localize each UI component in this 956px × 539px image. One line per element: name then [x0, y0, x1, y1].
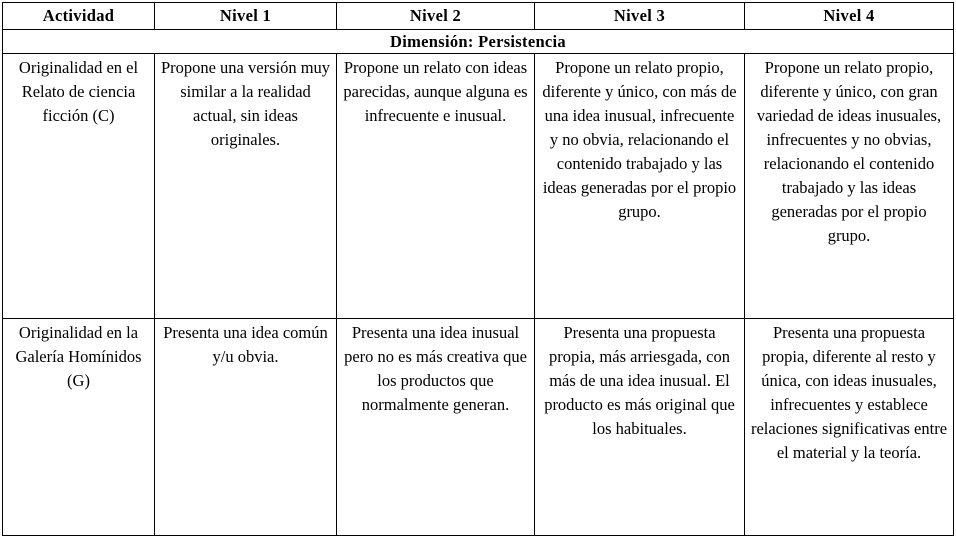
header-activity: Actividad: [3, 3, 155, 30]
dimension-title: Dimensión: Persistencia: [3, 30, 954, 54]
level-cell: [337, 54, 535, 319]
header-level-3: Nivel 3: [535, 3, 745, 30]
level-cell: [535, 54, 745, 319]
level-text: Propone un relato con ideas parecidas, aunque alguna es infrecuente e inusual.: [343, 58, 528, 125]
level-cell: [535, 319, 745, 536]
header-level-2: Nivel 2: [337, 3, 535, 30]
header-level-4: Nivel 4: [745, 3, 954, 30]
level-text: Propone un relato propio, diferente y único, con más de una idea inusual, infrecuente y no obvia, relacionando el contenido trabajado y las ideas generadas por el propio grupo.: [542, 58, 737, 221]
table-row: [3, 54, 954, 319]
level-text: Propone una versión muy similar a la realidad actual, sin ideas originales.: [160, 58, 331, 149]
level-cell: [155, 54, 337, 319]
level-text: Presenta una propuesta propia, más arriesgada, con más de una idea inusual. El producto es más original que los habituales.: [544, 323, 735, 438]
row-activity: [3, 319, 155, 536]
level-cell: [745, 54, 954, 319]
level-text: Presenta una idea inusual pero no es más creativa que los productos que normalmente generan.: [344, 323, 527, 414]
dimension-row: [3, 30, 954, 54]
row-activity-text: Originalidad en el Relato de ciencia ficción (C): [18, 58, 139, 125]
level-text: Presenta una propuesta propia, diferente al resto y única, con ideas inusuales, infrecuentes y establece relaciones significativas entre el material y la teoría.: [750, 323, 948, 462]
row-activity-text: Originalidad en la Galería Homínidos (G): [15, 323, 142, 390]
level-text: Propone un relato propio, diferente y único, con gran variedad de ideas inusuales, infrecuentes y no obvias, relacionando el contenido trabajado y las ideas generadas por el propio grupo.: [756, 58, 942, 245]
level-text: Presenta una idea común y/u obvia.: [163, 323, 328, 366]
header-level-1: Nivel 1: [155, 3, 337, 30]
level-cell: [155, 319, 337, 536]
header-row: [3, 3, 954, 30]
row-activity: [3, 54, 155, 319]
rubric-table: [2, 2, 954, 536]
table-row: [3, 319, 954, 536]
level-cell: [337, 319, 535, 536]
level-cell: [745, 319, 954, 536]
